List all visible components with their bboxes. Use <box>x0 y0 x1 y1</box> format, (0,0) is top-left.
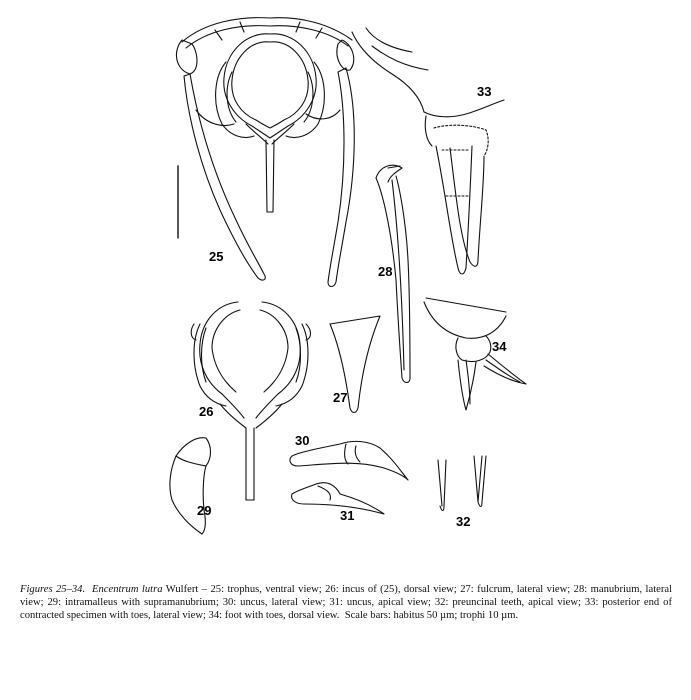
label-30: 30 <box>295 433 310 448</box>
label-26: 26 <box>199 404 214 419</box>
caption-text: – 25: trophus, ventral view; 26: incus of (25), dorsal view; 27: fulcrum, lateral view; 28: manubrium, lateral view; 29: intramalleus with supramanubrium; 30: uncus, lateral view; 31: uncus, apical view; 32: preuncinal teeth, apical view; 33: posterior end of contracted specimen with toes, lateral view; 34: foot with toes, dorsal view. <box>20 583 673 622</box>
label-34: 34 <box>492 339 507 354</box>
figure-33-posterior-end <box>352 28 504 274</box>
figure-31-uncus-apical <box>292 483 384 514</box>
figure-32-preuncinal-teeth <box>438 456 486 511</box>
label-25: 25 <box>209 249 224 264</box>
label-31: 31 <box>340 508 355 523</box>
caption-author: Wulfert <box>165 583 199 595</box>
figure-29-intramalleus <box>170 438 211 534</box>
caption-scale: Scale bars: habitus 50 µm; trophi 10 µm. <box>344 610 519 622</box>
label-33: 33 <box>477 84 492 99</box>
figure-26-incus <box>191 302 310 500</box>
figure-25-trophus <box>176 18 354 287</box>
figure-caption <box>20 583 672 623</box>
label-29: 29 <box>197 503 212 518</box>
figure-34-foot <box>424 298 526 410</box>
label-28: 28 <box>378 264 393 279</box>
label-32: 32 <box>456 514 471 529</box>
label-27: 27 <box>333 390 348 405</box>
caption-figures: Figures 25–34. <box>20 583 86 595</box>
caption-species: Encentrum lutra <box>92 583 163 595</box>
